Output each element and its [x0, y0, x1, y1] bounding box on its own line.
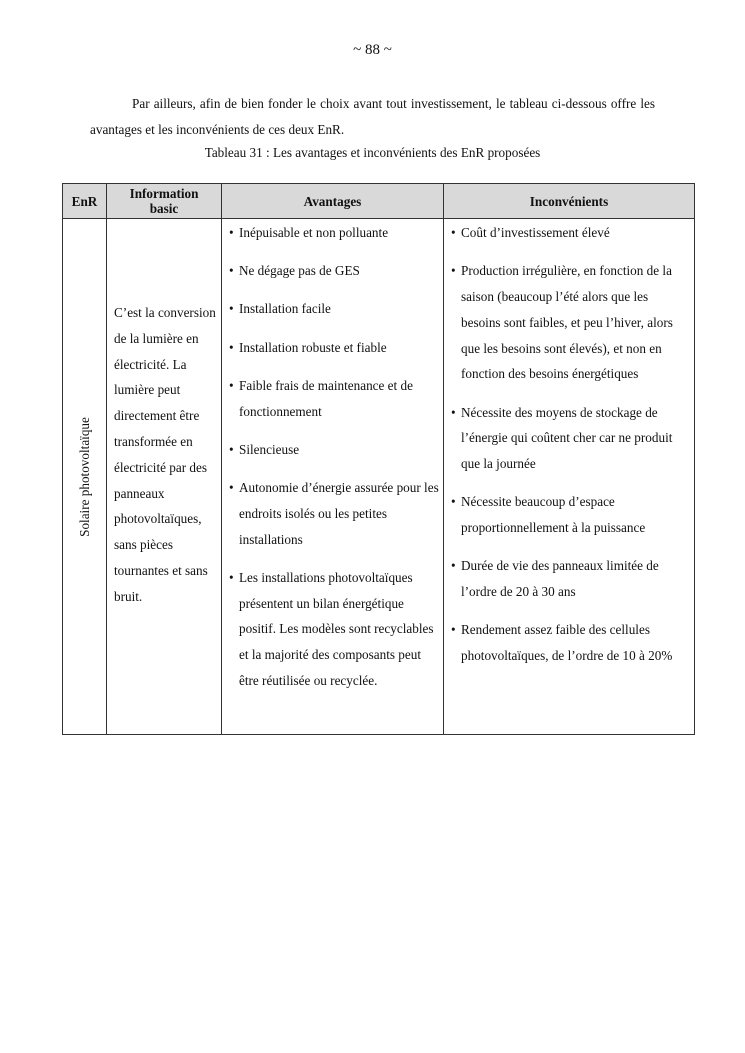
list-item: • Rendement assez faible des cellules photovoltaïques, de l’ordre de 10 à 20% [451, 617, 690, 669]
advantages-list [222, 219, 443, 694]
list-item: • Coût d’investissement élevé [451, 220, 690, 246]
list-item: • Inépuisable et non polluante [229, 220, 439, 246]
info-text: C’est la conversion de la lumière en électricité. La lumière peut directement être transformée en électricité par des panneaux photovoltaïques, sans pièces tournantes et sans bruit. [114, 305, 216, 604]
table-caption: Tableau 31 : Les avantages et inconvénients des EnR proposées [204, 145, 541, 160]
enr-type-cell [63, 219, 107, 735]
intro-paragraph: Par ailleurs, afin de bien fonder le choix avant tout investissement, le tableau ci-dessous offre les avantages et les inconvénients de ces deux EnR. [90, 96, 655, 138]
list-item: • Faible frais de maintenance et de fonctionnement [229, 373, 439, 425]
list-item: • Installation robuste et fiable [229, 335, 439, 361]
advantages-cell [222, 219, 444, 735]
header-info-label: Information basic [129, 186, 199, 216]
enr-type-label: Solaire photovoltaïque [76, 416, 92, 537]
list-item: • Silencieuse [229, 437, 439, 463]
list-item: • Durée de vie des panneaux limitée de l’ordre de 20 à 30 ans [451, 553, 690, 605]
page-number: ~ 88 ~ [353, 42, 392, 58]
table-row [63, 219, 695, 735]
list-item: • Nécessite beaucoup d’espace proportionnellement à la puissance [451, 489, 690, 541]
disadvantages-list [444, 219, 694, 669]
list-item: • Production irrégulière, en fonction de la saison (beaucoup l’été alors que les besoins sont faibles, et peu l’hiver, alors que les besoins sont élevés), et non en fonction des besoins énergétiques [451, 258, 690, 387]
info-cell [107, 219, 222, 735]
list-item: • Nécessite des moyens de stockage de l’énergie qui coûtent cher car ne produit que la journée [451, 400, 690, 477]
disadvantages-cell [444, 219, 695, 735]
header-advantages: Avantages [222, 184, 444, 219]
list-item: • Installation facile [229, 296, 439, 322]
header-info [107, 184, 222, 219]
list-item: • Les installations photovoltaïques présentent un bilan énergétique positif. Les modèles sont recyclables et la majorité des composants peut être réutilisée ou recyclée. [229, 565, 439, 694]
header-enr: EnR [63, 184, 107, 219]
header-disadvantages: Inconvénients [444, 184, 695, 219]
list-item: • Autonomie d’énergie assurée pour les endroits isolés ou les petites installations [229, 475, 439, 552]
list-item: • Ne dégage pas de GES [229, 258, 439, 284]
enr-comparison-table [62, 183, 695, 735]
table-header-row [63, 184, 695, 219]
